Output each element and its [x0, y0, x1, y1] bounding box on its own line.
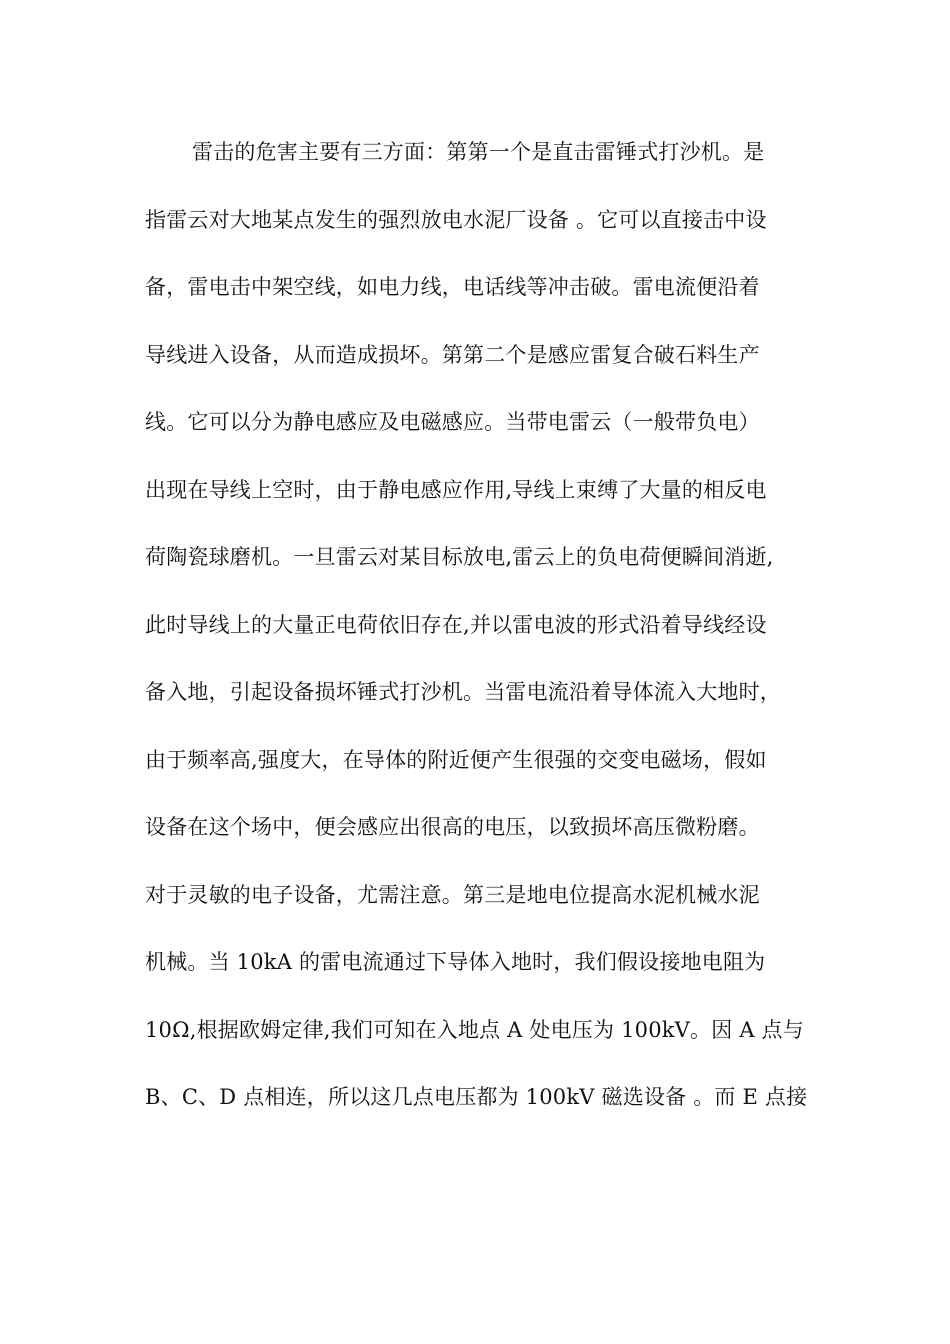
text-line: B、C、D 点相连，所以这几点电压都为 100kV 磁选设备 。而 E 点接: [145, 1085, 808, 1109]
text-line: 荷陶瓷球磨机。一旦雷云对某目标放电,雷云上的负电荷便瞬间消逝,: [145, 545, 774, 569]
text-line: 指雷云对大地某点发生的强烈放电水泥厂设备 。它可以直接击中设: [145, 207, 767, 232]
text-line: 设备在这个场中，便会感应出很高的电压，以致损坏高压微粉磨。: [145, 815, 760, 839]
text-line: 线。它可以分为静电感应及电磁感应。当带电雷云（一般带负电）: [145, 410, 760, 434]
text-line: 备，雷电击中架空线，如电力线，电话线等冲击破。雷电流便沿着: [145, 275, 760, 299]
text-line: 备入地，引起设备损坏锤式打沙机。当雷电流沿着导体流入大地时，: [145, 680, 781, 704]
text-line: 导线进入设备，从而造成损坏。第第二个是感应雷复合破石料生产: [145, 342, 760, 367]
text-line: 此时导线上的大量正电荷依旧存在,并以雷电波的形式沿着导线经设: [145, 612, 767, 637]
text-line: 由于频率高,强度大，在导体的附近便产生很强的交变电磁场，假如: [145, 747, 767, 772]
text-line: 雷击的危害主要有三方面：第第一个是直击雷锤式打沙机。是: [192, 140, 765, 164]
text-line: 出现在导线上空时，由于静电感应作用,导线上束缚了大量的相反电: [145, 477, 767, 502]
text-line: 机械。当 10kA 的雷电流通过下导体入地时，我们假设接地电阻为: [145, 950, 766, 974]
body-paragraph: [145, 132, 815, 1145]
text-line: 10Ω,根据欧姆定律,我们可知在入地点 A 处电压为 100kV。因 A 点与: [145, 1017, 804, 1042]
text-line: 对于灵敏的电子设备，尤需注意。第三是地电位提高水泥机械水泥: [145, 882, 760, 907]
